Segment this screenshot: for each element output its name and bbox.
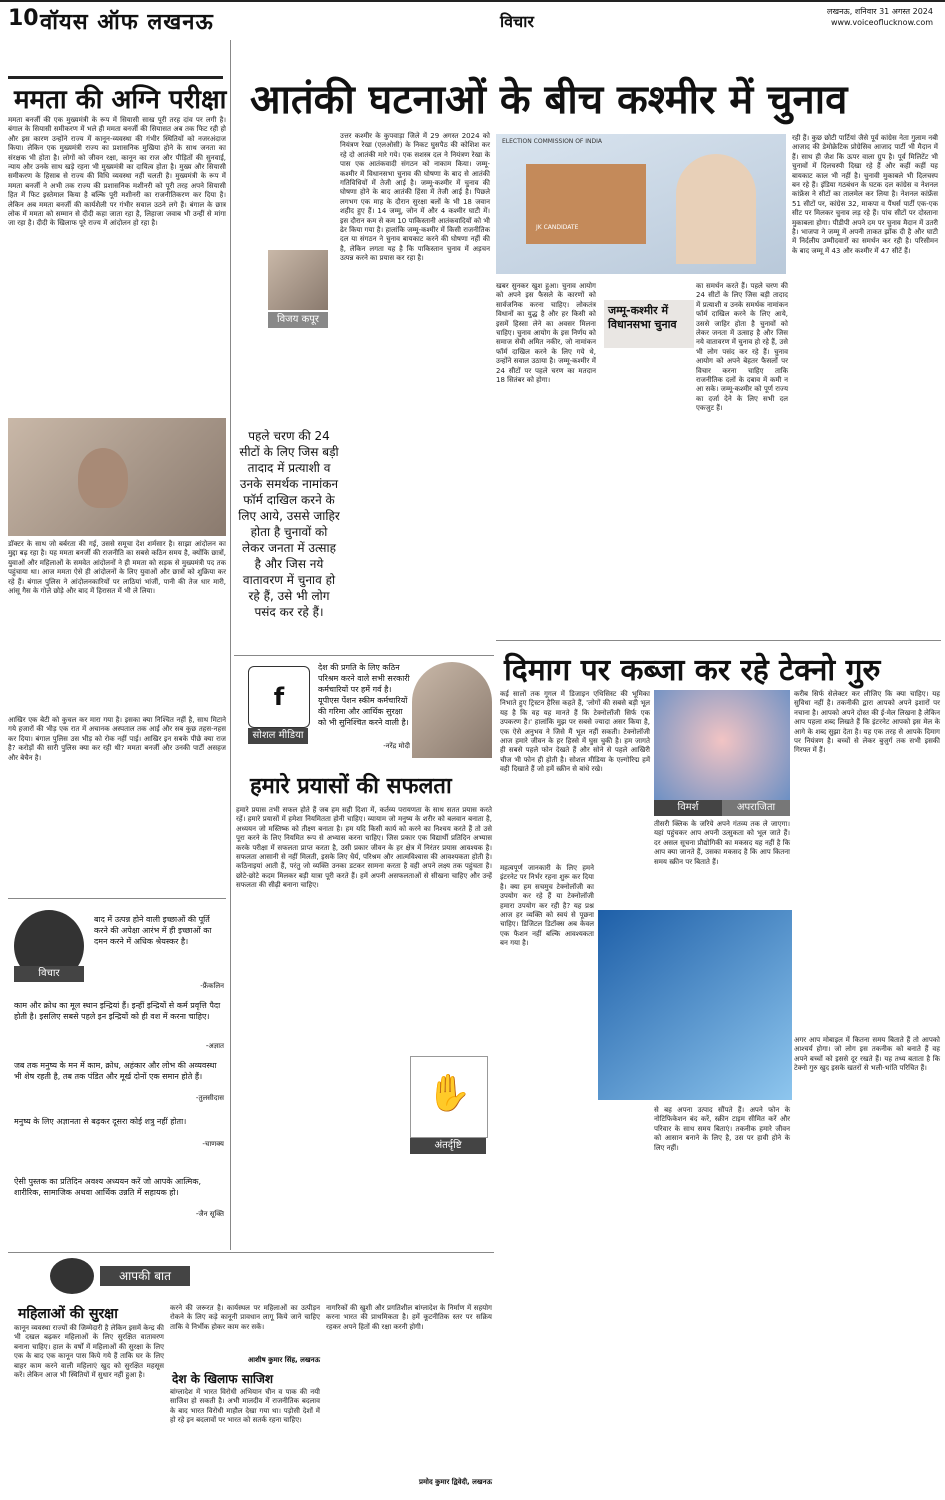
divider xyxy=(234,655,494,656)
hamsa-icon: ✋ xyxy=(410,1056,488,1138)
keyboard-image xyxy=(598,910,792,1100)
date-text: लखनऊ, शनिवार 31 अगस्त 2024 xyxy=(827,7,933,16)
techno-body-4: महत्वपूर्ण जानकारी के लिए हमने इंटरनेट पर निर्भर रहना शुरू कर दिया है। क्या हम सचमुच टेक्नोलॉजी का उपयोग कर रहे हैं या टेक्नोलॉजी हमारा उपयोग कर रही है? यह प्रश्न आज हर व्यक्ति को स्वयं से पूछना चाहिए। डिजिटल डिटॉक्स अब केवल एक फैशन नहीं बल्कि आवश्यकता बन गया है। xyxy=(500,864,594,948)
column-divider xyxy=(230,40,231,1250)
paper-name: वॉयस ऑफ लखनऊ xyxy=(40,10,214,35)
letter-1-author: आशीष कुमार सिंह, लखनऊ xyxy=(247,1356,320,1364)
brain-image xyxy=(654,690,790,802)
lead-right-body: का समर्थन करते हैं। पहले चरण की 24 सीटों के लिए जिस बड़ी तादाद में प्रत्याशी व उनके समर्थक नामांकन फॉर्म दाखिल करने के लिए आये, उससे जाहिर होता है चुनावों को लेकर जनता में उत्साह है और जिस नये वातावरण में चुनाव हो रहे हैं, उसे भी लोग पसंद कर रहे हैं। चुनाव आयोग को अपने बेहतर फैसलों पर विचार करना चाहिए ताकि राजनीतिक दलों के दबाव में कमी न आ सके। जम्मू-कश्मीर को पूर्ण राज्य का दर्जा देने के लिए सभी दल एकजुट हैं। xyxy=(696,282,788,413)
quote-5-author: -जैन सूक्ति xyxy=(195,1210,224,1218)
author-tag: विजय कपूर xyxy=(268,312,328,328)
lead-far-right-body: रही हैं। कुछ छोटी पार्टियां जैसे पूर्व कांग्रेस नेता गुलाम नबी आजाद की डेमोक्रेटिक प्रोग्रेसिव आजाद पार्टी भी मैदान में हैं। साथ ही जैश कि ऊपर वाला ग्रुप है। पूर्व मिलिटेंट भी चुनावों में दिलचस्पी दिखा रहे हैं और कहीं कहीं यह बायकाट काल भी नहीं है। चुनावी मुकाबले भी दिलचस्प बन रहे हैं। इंडिया गठबंधन के घटक दल कांग्रेस व नेशनल कांफ्रेंस ने सीटों का तालमेल कर लिया है। नेशनल कांफ्रेंस 51 सीटों पर, कांग्रेस 32, माकपा व पैंथर्स पार्टी एक-एक सीट पर मिलकर चुनाव लड़ रहे हैं। पांच सीटों पर दोस्ताना मुकाबला होगा। पीडीपी अपने दम पर चुनाव मैदान में उतरी है। भाजपा ने जम्मू में अपनी ताकत झोंक दी है और घाटी में निर्दलीय उम्मीदवारों का समर्थन कर रही है। परिसीमन के बाद जम्मू में 43 और कश्मीर में 47 सीटें हैं। xyxy=(792,134,938,255)
vimarsh-tag: विमर्श xyxy=(654,800,722,816)
speech-bubble-icon xyxy=(50,1258,94,1294)
author-tag-techno: अपराजिता xyxy=(722,800,790,816)
section-title: विचार xyxy=(500,12,534,31)
techno-headline: दिमाग पर कब्जा कर रहे टेक्नो गुरु xyxy=(504,653,881,688)
photo-caption: डॉक्टर के साथ जो बर्बरता की गई, उससे समूचा देश शर्मसार है। साझा आंदोलन का मुद्दा बढ़ रहा है। यह ममता बनर्जी की राजनीति का सबसे कठिन समय है, क्योंकि छात्रों, युवाओं और महिलाओं के समवेत आंदोलनों ने ही ममता को सड़क से मुख्यमंत्री पद तक पहुंचाया था। आज ममता ऐसे ही आंदोलनों के लिए युवाओं और छात्रों को शुक्रिया कर रहे हैं। बंगाल पुलिस ने आंदोलनकारियों पर लाठियां भांजीं, पानी की तेज धार मारी, आंसू गैस के गोले छोड़े और बाद में हिरासत में भी ले लिया। xyxy=(8,540,226,596)
left-body-2: आखिर एक बेटी को कुचल कर मारा गया है। इसका क्या निश्चित नहीं है, साथ मिटाने गये हजारों की भीड़ एक रात में अचानक अस्पताल तक आई और सब कुछ तहस-नहस कर दिया। बंगाल पुलिस उस भीड़ को रोक नहीं पाई। आखिर इन सबके पीछे क्या राज है? करोड़ों की सारी पुलिस क्या कर रही थी? ममता बनर्जी और उनकी पार्टी असहज और बेचैन है। xyxy=(8,716,226,762)
lead-pullquote: पहले चरण की 24 सीटों के लिए जिस बड़ी तादाद में प्रत्याशी व उनके समर्थक नामांकन फॉर्म दाखिल करने के लिए आये, उससे जाहिर होता है चुनावों को लेकर जनता में उत्साह है और जिस नये वातावरण में चुनाव हो रहे हैं, उसे भी लोग पसंद कर रहे हैं। xyxy=(238,429,340,619)
left-column-title: ममता की अग्नि परीक्षा xyxy=(14,85,227,115)
techno-body-3: करीब सिर्फ सेलेक्टर कर लीजिए कि क्या चाहिए। यह सुविधा नहीं है। तकनीकी द्वारा आपको अपने इशारों पर नचाना है। आपको अपने दोस्त की ई-मेल लिखना है लेकिन आप पहला शब्द लिखते हैं कि इंटरनेट आपको इस मेल के आगे के शब्द सुझा देता है। यह एक तरह से आपके दिमाग पर नियंत्रण है। बच्चों से लेकर बुजुर्ग तक सभी इसकी गिरफ्त में हैं। xyxy=(794,690,940,755)
efforts-headline: हमारे प्रयासों की सफलता xyxy=(250,774,452,799)
letter-3-body: नागरिकों की खुशी और प्रगतिशील बांग्लादेश के निर्माण में सहयोग करना भारत की प्राथमिकता है। हमें कूटनीतिक स्तर पर सक्रिय रहकर अपने हितों की रक्षा करनी होगी। xyxy=(326,1304,492,1331)
eci-label: ELECTION COMMISSION OF INDIA xyxy=(502,138,603,145)
website-link[interactable]: www.voiceoflucknow.com xyxy=(830,18,933,27)
letter-2-body: बांग्लादेश में भारत विरोधी अभियान चीन व पाक की नयी साजिश हो सकती है। अभी मालदीव में राजनीतिक बदलाव के बाद भारत विरोधी माहौल देखा गया था। पड़ोसी देशों में हो रहे इन बदलावों पर भारत को सतर्क रहना चाहिए। xyxy=(170,1388,320,1425)
letter-3-author: प्रमोद कुमार द्विवेदी, लखनऊ xyxy=(418,1478,492,1486)
masthead-rule xyxy=(0,0,945,2)
divider xyxy=(8,1252,494,1253)
vichar-tag: विचार xyxy=(14,966,84,982)
quote-4: मनुष्य के लिए अज्ञानता से बढ़कर दूसरा कोई शत्रु नहीं होता। xyxy=(14,1117,187,1126)
left-title-rule xyxy=(8,76,223,79)
lead-headline: आतंकी घटनाओं के बीच कश्मीर में चुनाव xyxy=(250,77,848,123)
quote-1-author: -फ्रैंकलिन xyxy=(200,982,224,990)
election-image xyxy=(496,134,786,274)
insight-tag: अंतर्दृष्टि xyxy=(410,1138,486,1154)
social-quote: देश की प्रगति के लिए कठिन परिश्रम करने वाले सभी सरकारी कर्मचारियों पर हमें गर्व है। यूपीएस पेंशन स्कीम कर्मचारियों की गरिमा और आर्थिक सुरक्षा को भी सुनिश्चित करने वाली है। xyxy=(318,663,410,727)
facebook-twitter-icon: f xyxy=(248,666,310,728)
leader-figure xyxy=(78,448,128,508)
letter-1-continued: करने की जरूरत है। कार्यस्थल पर महिलाओं का उत्पीड़न रोकने के लिए कड़े कानूनी प्रावधान लागू किये जाने चाहिए ताकि वे निर्भीक होकर काम कर सकें। xyxy=(170,1304,320,1331)
letter-1-title: महिलाओं की सुरक्षा xyxy=(18,1306,118,1322)
lead-subhead: जम्मू-कश्मीर में विधानसभा चुनाव xyxy=(604,300,694,348)
quote-2-author: -अज्ञात xyxy=(205,1042,224,1050)
efforts-body: हमारे प्रयास तभी सफल होते हैं जब हम सही दिशा में, कर्तव्य परायणता के साथ सतत प्रयास करते रहें। हमारे प्रयासों में हमेशा नियमितता होनी चाहिए। व्यायाम जो मनुष्य के शरीर को बलवान बनाता है, अध्ययन जो मस्तिष्क को तीक्ष्ण बनाता है। हम यदि किसी कार्य को करने का निश्चय करते हैं तो उसे पूरा करने के लिए नियमित रूप से अभ्यास करना चाहिए। जिस प्रकार एक विद्यार्थी प्रतिदिन अभ्यास करके परीक्षा में सफलता प्राप्त करता है, उसी प्रकार जीवन के हर क्षेत्र में निरंतर प्रयास आवश्यक है। सफलता आसानी से नहीं मिलती, इसके लिए धैर्य, परिश्रम और आत्मविश्वास की आवश्यकता होती है। कठिनाइयां आती हैं, परंतु जो व्यक्ति उनका डटकर सामना करता है वही अपने लक्ष्य तक पहुंचता है। छोटे-छोटे कदम मिलकर बड़ी यात्रा पूरी करते हैं। हमें अपनी असफलताओं से सीखना चाहिए और उन्हें सफलता की सीढ़ी बनाना चाहिए। xyxy=(236,806,492,890)
techno-body-5: से बह अपना उत्पाद सौंपते हैं। अपने फोन के नोटिफिकेशन बंद करें, स्क्रीन टाइम सीमित करें और परिवार के साथ समय बिताएं। तकनीक हमारे जीवन को आसान बनाने के लिए है, उस पर हावी होने के लिए नहीं। xyxy=(654,1106,790,1152)
quote-3: जब तक मनुष्य के मन में काम, क्रोध, अहंकार और लोभ की अव्यवस्था भी शेष रहती है, तब तक पंडित और मूर्ख दोनों एक समान होते हैं। xyxy=(14,1061,217,1081)
your-say-tag: आपकी बात xyxy=(100,1266,190,1286)
dateline xyxy=(827,6,933,28)
techno-body-1: कई सालों तक गूगल में डिजाइन एथिसिस्ट की भूमिका निभाते हुए ट्रिस्टन हैरिस कहते हैं, 'लोगों की सबसे बड़ी भूल यह है कि वह यह मानते हैं कि टेक्नोलॉजी सिर्फ एक उपकरण है।' हालांकि मुझ पर सबसे ज्यादा असर किया है, एक ऐसे अनुभव ने जिसे मैं भूल नहीं सकती। टेक्नोलॉजी आज हमारे जीवन के हर हिस्से में घुस चुकी है। हम जागते ही सबसे पहले फोन देखते हैं और सोने से पहले आखिरी चीज भी फोन ही होती है। सोशल मीडिया के एल्गोरिद्म हमें वही दिखाते हैं जो हमें स्क्रीन से बांधे रखे। xyxy=(500,690,650,774)
letter-1-body: कानून व्यवस्था राज्यों की जिम्मेदारी है लेकिन इसमें केन्द्र की भी दखल बढ़कर महिलाओं के लिए सुरक्षित वातावरण बनाना चाहिए। हाल के वर्षों में महिलाओं की सुरक्षा के लिए एक के बाद एक कानून पास किये गये हैं ताकि घर के लिए बाहर काम करने वाली महिलाएं खुद को सुरक्षित महसूस करें। लेकिन आज भी स्थितियों में सुधार नहीं हुआ है। xyxy=(14,1324,164,1380)
quote-4-author: -चाणक्य xyxy=(202,1140,224,1148)
quote-3-author: -तुलसीदास xyxy=(195,1094,224,1102)
protest-photo xyxy=(8,418,226,536)
techno-body-2: तीसरी क्लिक के जरिये अपने गंतव्य तक ले जाएगा। यहां पहुंचकर आप अपनी उत्सुकता को भूल जाते हैं। दर असल सूचना प्रौद्योगिकी का मकसद यह नहीं है कि आप क्या जानते हैं, उसका मकसद है कि आप कितना समय स्क्रीन पर बिताते हैं। xyxy=(654,820,790,866)
image-sublabel: JK CANDIDATE xyxy=(536,224,579,231)
finger-ink-graphic xyxy=(676,154,756,264)
page-number: 10 xyxy=(8,6,39,31)
techno-body-6: अगर आप मोबाइल में कितना समय बिताते हैं तो आपको आश्चर्य होगा। जो लोग इस तकनीक को बनाते हैं वह अपने बच्चों को इससे दूर रखते हैं। यह तथ्य बताता है कि टेक्नो गुरु खुद इसके खतरों से भली-भांति परिचित हैं। xyxy=(794,1036,940,1073)
quote-5: ऐसी पुस्तक का प्रतिदिन अवश्य अध्ययन करें जो आपके आत्मिक, शारीरिक, सामाजिक अथवा आर्थिक उन्नति में सहायक हो। xyxy=(14,1177,202,1197)
lead-mid-body: खबर सुनकर खुश हुआ। चुनाव आयोग को अपने इस फैसले के कारणों को सार्वजनिक करना चाहिए। लोकतंत्र विधानों का युद्ध है और हर किसी को इसमें हिस्सा लेने का अवसर मिलना चाहिए। चुनाव आयोग के इस निर्णय को समाज सेवी अमित नकीर, जो नामांकन फॉर्म दाखिल करने के लिए गये थे, उन्होंने सवाल उठाया है। जम्मू-कश्मीर में 24 सीटों पर पहले चरण का मतदान 18 सितंबर को होगा। xyxy=(496,282,596,385)
quote-2: काम और क्रोध का मूल स्थान इन्द्रियां हैं। इन्हीं इन्द्रियों से कर्म प्रवृत्ति पैदा होती है। इसलिए सबसे पहले इन इन्द्रियों को ही वश में करना चाहिए। xyxy=(14,1001,221,1021)
social-tag: सोशल मीडिया xyxy=(248,728,308,744)
quote-1: बाद में उत्पन्न होने वाली इच्छाओं की पूर्ति करने की अपेक्षा आरंभ में ही इच्छाओं का दमन करने में अधिक श्रेयस्कर है। xyxy=(94,915,212,946)
lead-body: उत्तर कश्मीर के कुपवाड़ा जिले में 29 अगस्त 2024 को नियंत्रण रेखा (एलओसी) के निकट घुसपैठ की कोशिश कर रहे दो आतंकी मारे गये। एक सशस्त्र दल ने नियंत्रण रेखा के पास एक आतंकवादी संगठन को नाकाम किया। जम्मू-कश्मीर में विधानसभा चुनाव की घोषणा के बाद से आतंकी गतिविधियों में तेजी आई है। जम्मू-कश्मीर में चुनाव की घोषणा होने के बाद आतंकी हिंसा में तेजी आई है। पिछले लगभग एक माह के दौरान सुरक्षा बलों के भी 18 जवान शहीद हुए हैं। 14 जम्मू, जोन में और 4 कश्मीर घाटी में। इस दौरान कम से कम 10 पाकिस्तानी आतंकवादियों को भी ढेर किया गया है। हालांकि जम्मू-कश्मीर में किसी राजनीतिक दल या संगठन ने चुनाव बायकाट करने की घोषणा नहीं की है, लेकिन लगता यह है कि पाकिस्तान चुनाव में अड़चन उत्पन्न करने का प्रयास कर रहा है। xyxy=(340,132,490,263)
divider xyxy=(8,898,226,899)
left-body-1: ममता बनर्जी की एक मुख्यमंत्री के रूप में सियासी साख पूरी तरह दांव पर लगी है। बंगाल के सियासी समीकरण में भले ही ममता बनर्जी की सियासत अब तक फिट रही हो और इस कारण उन्होंने राज्य में कानून-व्यवस्था की गंभीर स्थितियों को नजरअंदाज किया। लेकिन एक मुख्यमंत्री राज्य का प्रशासनिक मुखिया होने के साथ जनता का संरक्षक भी होता है। लोगों को जीवन रक्षा, कानून का राज और पीड़ितों की सुनवाई, न्याय और उनके साथ खड़े रहना भी मुख्यमंत्री का दायित्व होता है। मुख्य और सियासी समीकरण के हिसाब से राज्य की विधि व्यवस्था नहीं चलती है। मुख्यमंत्री के रूप में ममता बनर्जी ने अभी तक राज्य की प्रशासनिक मशीनरी को पूरी तरह अपने सियासी हित में फिट इस्तेमाल किया है बल्कि पूरी मशीनरी का राजनीतिकरण कर दिया है। लेकिन अब ममता बनर्जी की कार्यशैली पर गंभीर सवाल उठने लगे हैं। बंगाल के छात्र लोक में ममता को सम्मान से दीदी कहा जाता रहा है, लिहाजा जवाब भी उन्हीं से मांगा जा रहा है। दीदी के खिलाफ पूरे राज्य में आंदोलन हो रहा है। xyxy=(8,116,226,228)
social-quote-author: -नरेंद्र मोदी xyxy=(383,742,410,750)
building-graphic xyxy=(526,164,646,244)
author-photo xyxy=(268,250,328,310)
divider xyxy=(496,640,941,641)
leader-portrait xyxy=(412,662,492,758)
letter-2-title: देश के खिलाफ साजिश xyxy=(172,1372,274,1386)
